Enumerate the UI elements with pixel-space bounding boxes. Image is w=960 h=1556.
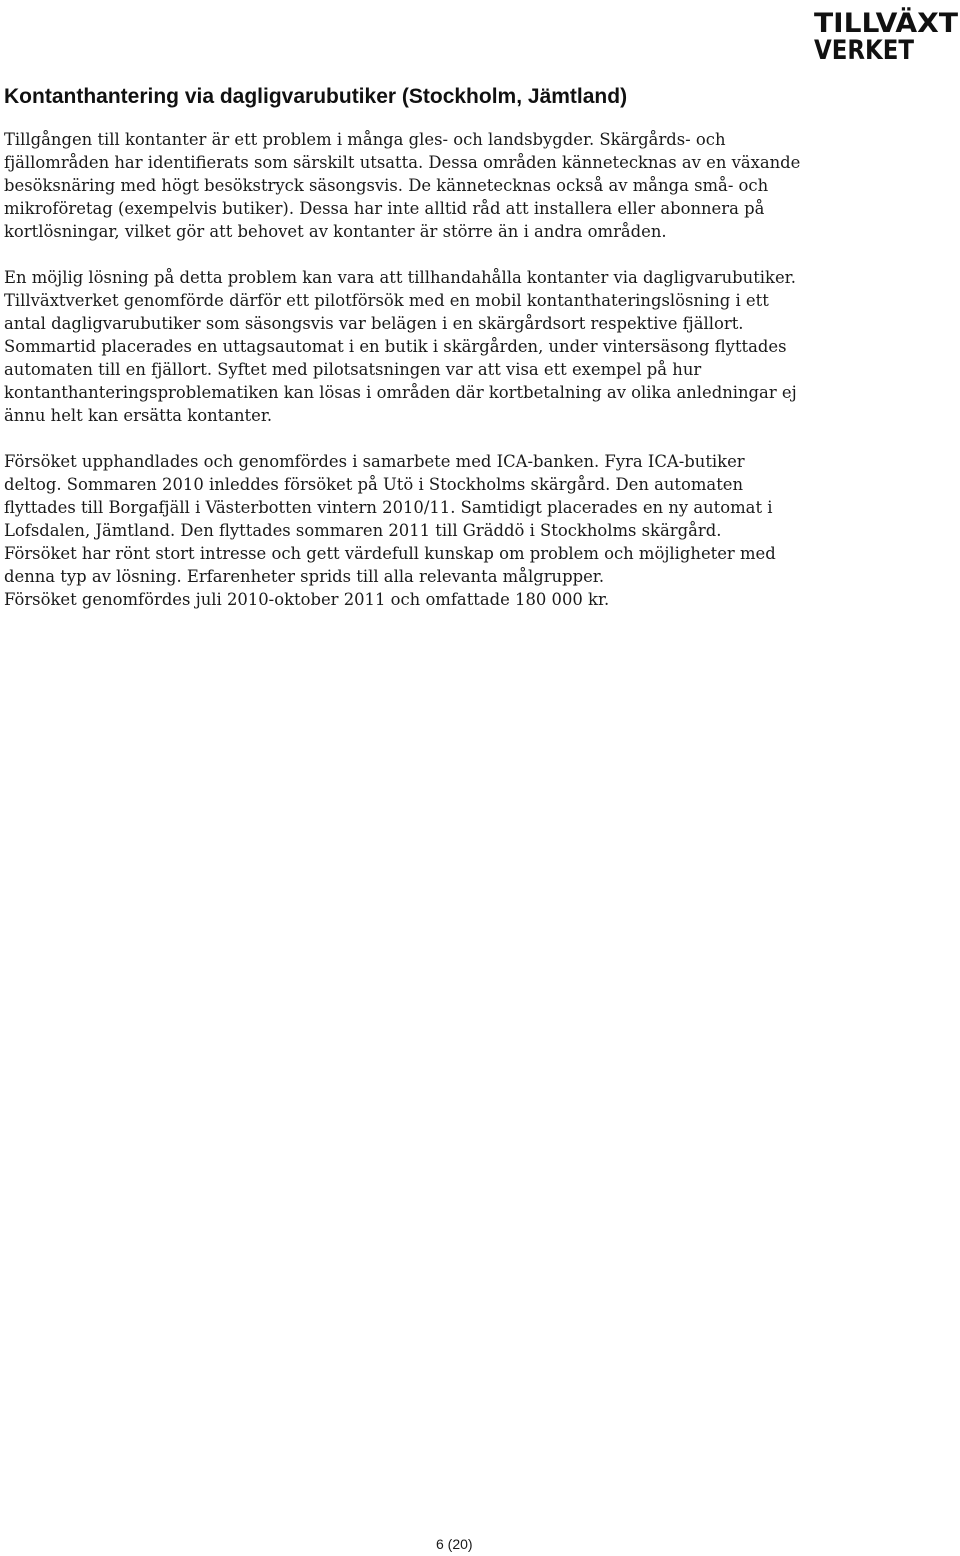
paragraph-line: Sommartid placerades en uttagsautomat i en butik i skärgården, under vintersäsong flyttades: [4, 337, 787, 356]
paragraph-1: [4, 128, 800, 243]
paragraph-line: En möjlig lösning på detta problem kan vara att tillhandahålla kontanter via dagligvarubutiker.: [4, 268, 796, 287]
logo-line-2: VERKET: [814, 35, 915, 62]
paragraph-line: denna typ av lösning. Erfarenheter sprids till alla relevanta målgrupper.: [4, 567, 605, 586]
paragraph-3: [4, 450, 776, 611]
paragraph-line: kortlösningar, vilket gör att behovet av kontanter är större än i andra områden.: [4, 222, 667, 241]
paragraph-line: kontanthanteringsproblematiken kan lösas i områden där kortbetalning av olika anledningar ej: [4, 383, 797, 402]
paragraph-line: deltog. Sommaren 2010 inleddes försöket på Utö i Stockholms skärgård. Den automaten: [4, 475, 744, 494]
paragraph-line: automaten till en fjällort. Syftet med pilotsatsningen var att visa ett exempel på hur: [4, 360, 702, 379]
tillvaxtverket-logo: [814, 4, 958, 62]
page-heading: Kontanthantering via dagligvarubutiker (Stockholm, Jämtland): [4, 85, 628, 108]
page-number: 6 (20): [436, 1536, 473, 1552]
paragraph-line: Lofsdalen, Jämtland. Den flyttades sommaren 2011 till Gräddö i Stockholms skärgård.: [4, 521, 722, 540]
paragraph-line: Försöket genomfördes juli 2010-oktober 2011 och omfattade 180 000 kr.: [4, 590, 610, 609]
paragraph-line: Tillväxtverket genomförde därför ett pilotförsök med en mobil kontanthateringslösning i ett: [4, 291, 769, 310]
paragraph-line: besöksnäring med högt besökstryck säsongsvis. De kännetecknas också av många små- och: [4, 176, 769, 195]
paragraph-line: ännu helt kan ersätta kontanter.: [4, 406, 273, 425]
paragraph-2: [4, 266, 797, 427]
paragraph-line: mikroföretag (exempelvis butiker). Dessa har inte alltid råd att installera eller abonnera på: [4, 199, 765, 218]
paragraph-line: antal dagligvarubutiker som säsongsvis var belägen i en skärgårdsort respektive fjällort.: [4, 314, 744, 333]
logo-line-1: TILLVÄXT: [814, 8, 953, 39]
paragraph-line: flyttades till Borgafjäll i Västerbotten vintern 2010/11. Samtidigt placerades en ny automat i: [4, 498, 773, 517]
paragraph-line: Tillgången till kontanter är ett problem i många gles- och landsbygder. Skärgårds- och: [4, 130, 726, 149]
paragraph-line: fjällområden har identifierats som särskilt utsatta. Dessa områden kännetecknas av en växande: [4, 153, 801, 172]
paragraph-line: Försöket har rönt stort intresse och gett värdefull kunskap om problem och möjligheter med: [4, 544, 776, 563]
paragraph-line: Försöket upphandlades och genomfördes i samarbete med ICA-banken. Fyra ICA-butiker: [4, 452, 745, 471]
